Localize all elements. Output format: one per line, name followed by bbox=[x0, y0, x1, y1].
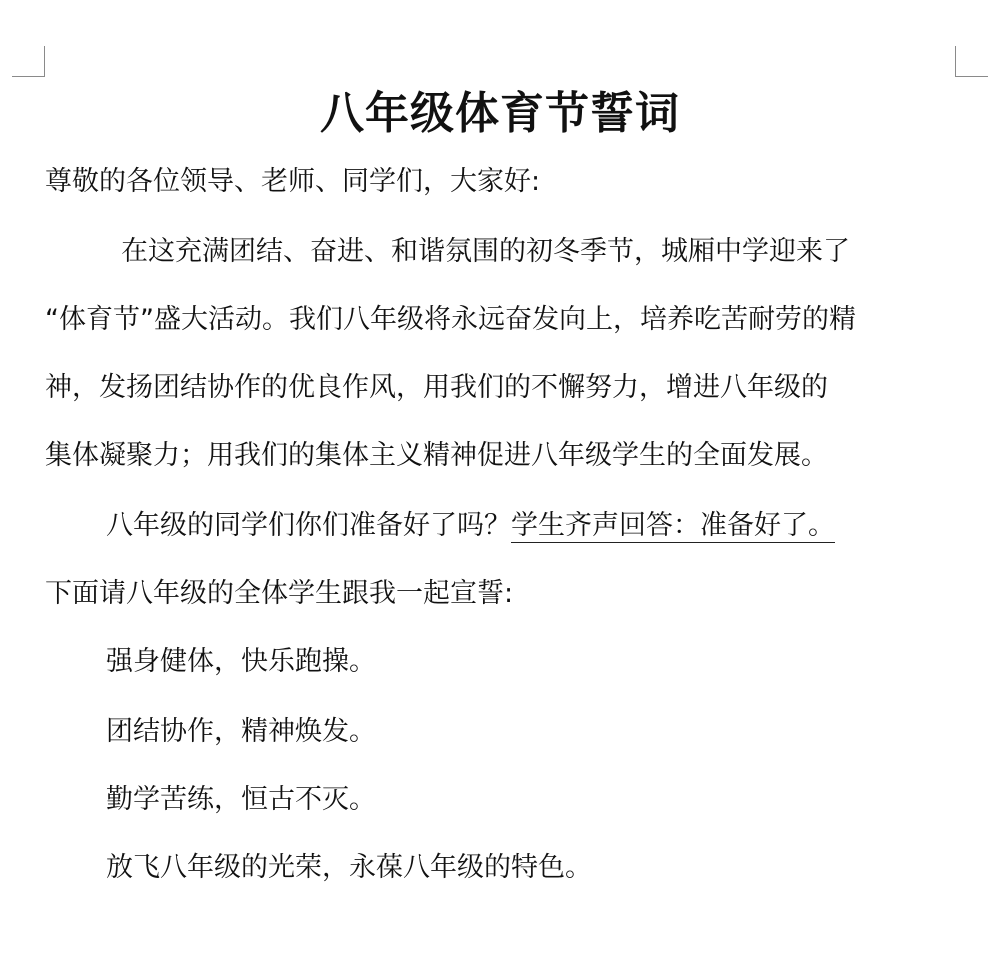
paragraph-line-4: 集体凝聚力；用我们的集体主义精神促进八年级学生的全面发展。 bbox=[45, 440, 828, 471]
oath-intro: 下面请八年级的全体学生跟我一起宣誓: bbox=[45, 578, 514, 609]
document-title: 八年级体育节誓词 bbox=[320, 88, 680, 139]
greeting-line: 尊敬的各位领导、老师、同学们，大家好: bbox=[45, 166, 541, 197]
crop-mark-top-left-vertical bbox=[44, 46, 45, 77]
oath-line-2: 团结协作，精神焕发。 bbox=[106, 716, 376, 747]
paragraph-line-3: 神，发扬团结协作的优良作风，用我们的不懈努力，增进八年级的 bbox=[45, 372, 828, 403]
crop-mark-top-left-horizontal bbox=[12, 76, 45, 77]
oath-line-3: 勤学苦练，恒古不灭。 bbox=[106, 784, 376, 815]
question-text: 八年级的同学们你们准备好了吗？ bbox=[106, 510, 511, 541]
answer-text: 学生齐声回答：准备好了。 bbox=[511, 510, 835, 541]
paragraph-line-2: “体育节”盛大活动。我们八年级将永远奋发向上，培养吃苦耐劳的精 bbox=[45, 304, 856, 335]
crop-mark-top-right-horizontal bbox=[955, 76, 988, 77]
oath-line-1: 强身健体，快乐跑操。 bbox=[106, 646, 376, 677]
crop-mark-top-right-vertical bbox=[955, 46, 956, 77]
oath-line-4: 放飞八年级的光荣，永葆八年级的特色。 bbox=[106, 852, 592, 883]
question-line bbox=[106, 506, 835, 546]
paragraph-line-1: 在这充满团结、奋进、和谐氛围的初冬季节，城厢中学迎来了 bbox=[121, 236, 850, 267]
